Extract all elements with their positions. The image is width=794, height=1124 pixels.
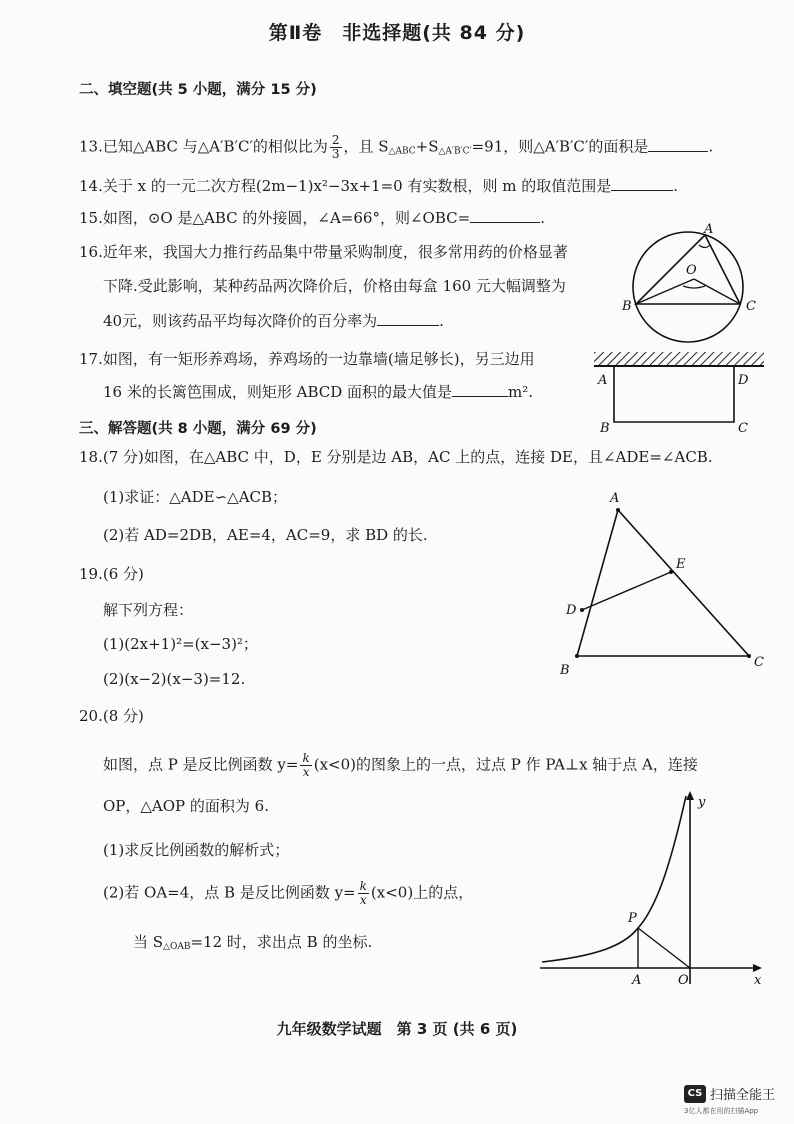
question-number: 16. <box>79 243 103 261</box>
question-19-part1: (1)(2x+1)²=(x−3)²； <box>103 635 258 653</box>
fence-rectangle <box>614 366 734 422</box>
label-a: A <box>704 222 714 237</box>
wall-hatch <box>594 352 764 366</box>
section-heading-fill-in: 二、填空题(共 5 小题，满分 15 分) <box>79 82 317 98</box>
angle-mark-a <box>699 245 710 248</box>
point-d <box>580 608 584 612</box>
answer-blank[interactable] <box>470 208 540 223</box>
angle-mark-o <box>683 286 705 288</box>
figure-circle-triangle <box>586 222 776 350</box>
question-20-line1: 如图，点 P 是反比例函数 y= $\frac{k}{x}$ (x<0)的图象上的一点，过点 P 作 PA⊥x 轴于点 A，连接 <box>103 751 698 779</box>
question-13: 13.已知△ABC 与△A′B′C′的相似比为 $\frac{2}{3}$ ，且 $S_{\triangle ABC}+S_{\triangle A'B'C'}=91$，则△A′B′C′的面积是 . <box>79 133 714 161</box>
question-16: 16.近年来，我国大力推行药品集中带量采购制度，很多常用药的价格显著 <box>79 243 568 261</box>
answer-blank[interactable] <box>611 176 673 191</box>
fraction: $\frac{2}{3}$ <box>331 133 340 161</box>
point-e <box>669 570 673 574</box>
question-20-part1: (1)求反比例函数的解析式； <box>103 841 290 859</box>
label-c: C <box>754 655 764 670</box>
question-number: 13. <box>79 137 103 156</box>
x-axis-arrow <box>753 964 762 972</box>
figure-similar-triangles <box>556 488 776 676</box>
question-20-part2: (2)若 OA=4，点 B 是反比例函数 y= $\frac{k}{x}$ (x<0)上的点， <box>103 879 474 907</box>
question-17-line2: 16 米的长篱笆围成，则矩形 ABCD 面积的最大值是 m². <box>103 383 534 401</box>
label-d: D <box>566 603 577 618</box>
question-20-line2: OP，△AOP 的面积为 6. <box>103 797 269 815</box>
page-title: 第Ⅱ卷 非选择题(共 84 分) <box>268 22 526 44</box>
question-16-line2: 下降.受此影响，某种药品两次降价后，价格由每盒 160 元大幅调整为 <box>103 277 566 295</box>
label-a: A <box>598 373 608 388</box>
label-c: C <box>738 421 748 436</box>
answer-blank[interactable] <box>648 137 708 152</box>
segment-ob <box>636 279 694 304</box>
scanner-slogan: 3亿人都在用的扫描App <box>684 1107 759 1115</box>
label-c: C <box>746 299 756 314</box>
question-18: 18.(7 分)如图，在△ABC 中，D，E 分别是边 AB，AC 上的点，连接 DE，且∠ADE=∠ACB. <box>79 448 713 466</box>
figure-chicken-farm <box>590 348 768 438</box>
label-a: A <box>632 973 642 988</box>
segment-po <box>638 928 690 968</box>
hyperbola-curve <box>542 796 686 962</box>
scanner-watermark <box>684 1081 790 1117</box>
label-e: E <box>676 557 686 572</box>
scanner-brand: 扫描全能王 <box>710 1088 776 1103</box>
question-18-part1: (1)求证：△ADE∽△ACB； <box>103 488 288 506</box>
question-20-part3: 当 $S_{\triangle OAB}=12$ 时，求出点 B 的坐标. <box>133 933 373 952</box>
question-number: 18. <box>79 448 103 466</box>
question-19: 19.(6 分) <box>79 565 144 583</box>
question-17: 17.如图，有一矩形养鸡场，养鸡场的一边靠墙(墙足够长)，另三边用 <box>79 350 535 368</box>
answer-blank[interactable] <box>377 311 439 326</box>
question-14: 14.关于 x 的一元二次方程(2m−1)x²−3x+1=0 有实数根，则 m 的取值范围是 . <box>79 177 679 195</box>
fraction-k-over-x: $\frac{k}{x}$ <box>359 879 367 907</box>
question-number: 15. <box>79 209 103 227</box>
question-20: 20.(8 分) <box>79 707 144 725</box>
label-o: O <box>678 973 689 988</box>
section-heading-solutions: 三、解答题(共 8 小题，满分 69 分) <box>79 421 317 437</box>
question-number: 19. <box>79 565 103 583</box>
point-b <box>575 654 579 658</box>
question-number: 14. <box>79 177 103 195</box>
label-a: A <box>610 491 620 506</box>
triangle-abc <box>577 510 749 656</box>
label-b: B <box>560 663 570 678</box>
question-15: 15.如图，⊙O 是△ABC 的外接圆，∠A=66°，则∠OBC= . <box>79 209 545 227</box>
label-o: O <box>686 263 697 278</box>
question-number: 17. <box>79 350 103 368</box>
point-c <box>747 654 751 658</box>
page-footer: 九年级数学试题 第 3 页 (共 6 页) <box>276 1020 518 1038</box>
question-number: 20. <box>79 707 103 725</box>
label-b: B <box>622 299 632 314</box>
question-19-intro: 解下列方程： <box>103 601 194 619</box>
label-x: x <box>754 973 762 988</box>
figure-inverse-function <box>536 788 772 988</box>
question-18-part2: (2)若 AD=2DB，AE=4，AC=9，求 BD 的长. <box>103 526 428 544</box>
fraction-k-over-x: $\frac{k}{x}$ <box>302 751 310 779</box>
label-p: P <box>628 911 637 926</box>
question-16-line3: 40元，则该药品平均每次降价的百分率为 . <box>103 312 444 330</box>
question-19-part2: (2)(x−2)(x−3)=12. <box>103 670 246 688</box>
label-d: D <box>738 373 749 388</box>
label-b: B <box>600 421 610 436</box>
label-y: y <box>698 795 706 810</box>
point-a <box>616 508 620 512</box>
y-axis-arrow <box>686 791 694 800</box>
answer-blank[interactable] <box>452 382 508 397</box>
scanner-logo-icon: CS <box>684 1085 706 1103</box>
